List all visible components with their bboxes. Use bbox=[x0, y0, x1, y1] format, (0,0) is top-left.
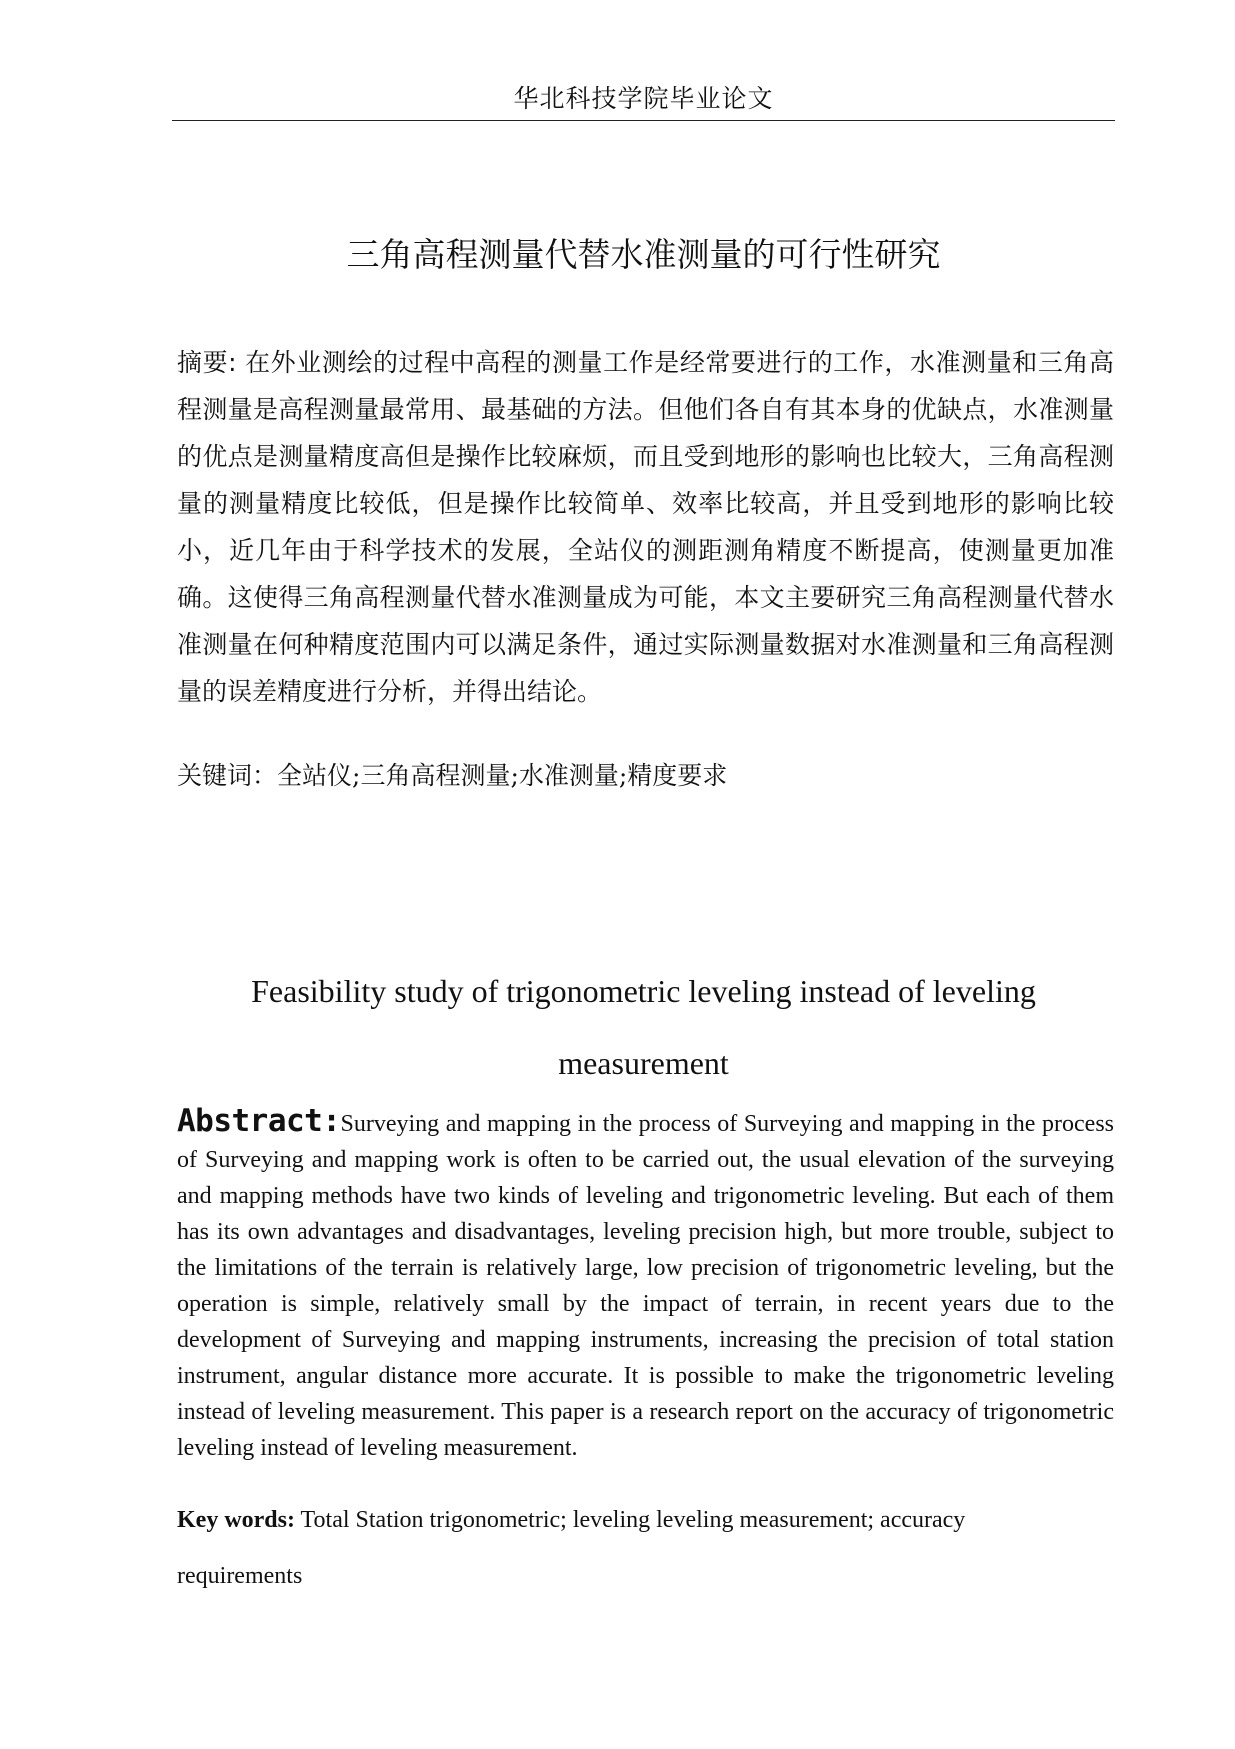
english-abstract bbox=[177, 1103, 1114, 1466]
page-header bbox=[172, 84, 1115, 121]
chinese-abstract bbox=[177, 339, 1114, 715]
chinese-abstract-text: 在外业测绘的过程中高程的测量工作是经常要进行的工作，水准测量和三角高程测量是高程测量最常用、最基础的方法。但他们各自有其本身的优缺点，水准测量的优点是测量精度高但是操作比较麻烦，而且受到地形的影响也比较大，三角高程测量的测量精度比较低，但是操作比较简单、效率比较高，并且受到地形的影响比较小，近几年由于科学技术的发展，全站仪的测距测角精度不断提高，使测量更加准确。这使得三角高程测量代替水准测量成为可能，本文主要研究三角高程测量代替水准测量在何种精度范围内可以满足条件，通过实际测量数据对水准测量和三角高程测量的误差精度进行分析，并得出结论。 bbox=[177, 348, 1114, 706]
chinese-abstract-label: 摘要: bbox=[177, 348, 237, 377]
chinese-keywords bbox=[177, 757, 1114, 795]
english-keywords-text: Total Station trigonometric; leveling leveling measurement; accuracy requirements bbox=[177, 1507, 966, 1589]
english-abstract-label: Abstract: bbox=[177, 1103, 341, 1139]
header-title: 华北科技学院毕业论文 bbox=[513, 84, 774, 113]
chinese-title: 三角高程测量代替水准测量的可行性研究 bbox=[346, 235, 941, 274]
chinese-keywords-label: 关键词： bbox=[177, 761, 278, 790]
english-keywords-label: Key words: bbox=[177, 1507, 295, 1533]
chinese-keywords-text: 全站仪;三角高程测量;水准测量;精度要求 bbox=[277, 761, 728, 790]
english-title: Feasibility study of trigonometric leveling instead of leveling measurement bbox=[251, 973, 1036, 1081]
english-keywords bbox=[177, 1492, 1057, 1604]
english-abstract-text: Surveying and mapping in the process of Surveying and mapping in the process of Surveying and mapping work is often to be carried out, the usual elevation of the surveying and mapping methods have two kinds of leveling and trigonometric leveling. But each of them has its own advantages and disadvantages, leveling precision high, but more trouble, subject to the limitations of the terrain is relatively large, low precision of trigonometric leveling, but the operation is simple, relatively small by the impact of terrain, in recent years due to the development of Surveying and mapping instruments, increasing the precision of total station instrument, angular distance more accurate. It is possible to make the trigonometric leveling instead of leveling measurement. This paper is a research report on the accuracy of trigonometric leveling instead of leveling measurement. bbox=[177, 1111, 1114, 1461]
